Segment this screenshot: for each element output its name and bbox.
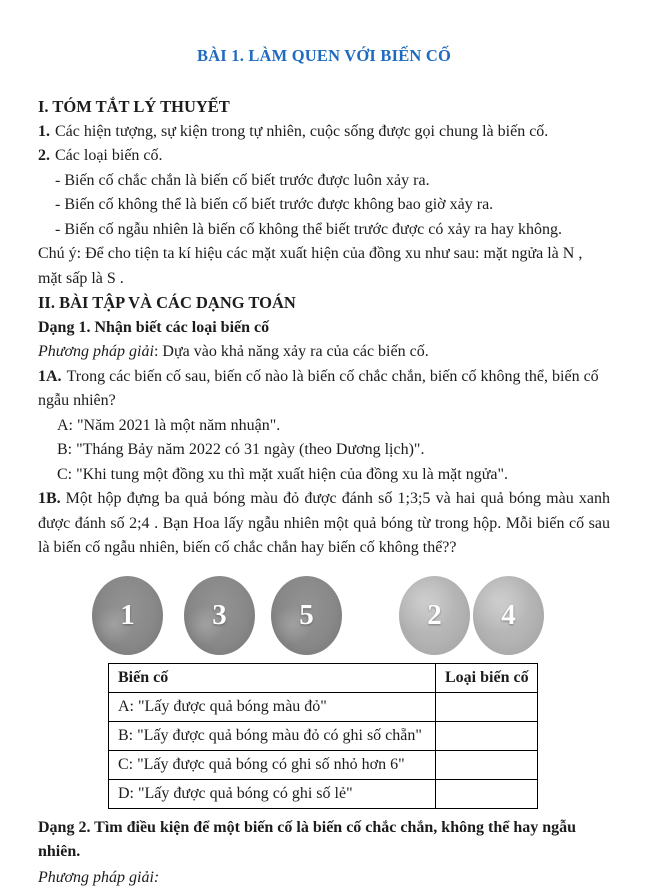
dang1-method (38, 340, 610, 365)
type-cell-c (436, 750, 538, 779)
table-header-event: Biến cố (109, 663, 436, 692)
theory-point-2-label: 2. (38, 147, 50, 164)
ball-number: 2 (427, 598, 442, 631)
event-cell-a: A: "Lấy được quả bóng màu đỏ" (109, 692, 436, 721)
event-cell-d: D: "Lấy được quả bóng có ghi số lẻ" (109, 779, 436, 808)
ball-red-5 (271, 576, 342, 655)
ball-red-1 (92, 576, 163, 655)
exercise-1b (38, 487, 610, 561)
dang1-heading: Dạng 1. Nhận biết các loại biến cố (38, 318, 270, 336)
exercise-1a (38, 365, 610, 414)
ball-green-4 (473, 576, 544, 655)
theory-note: Chú ý: Để cho tiện ta kí hiệu các mặt xuất hiện của đồng xu như sau: mặt ngửa là N , mặt sấp là S . (38, 245, 583, 287)
dang1-method-text: : Dựa vào khả năng xảy ra của các biến cố. (153, 343, 429, 360)
section-heading-theory: I. TÓM TẮT LÝ THUYẾT (38, 97, 230, 116)
exercise-1a-option-c: C: "Khi tung một đồng xu thì mặt xuất hiện của đồng xu là mặt ngửa". (57, 465, 509, 483)
event-cell-c: C: "Lấy được quả bóng có ghi số nhỏ hơn 6" (109, 750, 436, 779)
page-title: BÀI 1. LÀM QUEN VỚI BIẾN CỐ (196, 46, 451, 65)
table-row (109, 692, 538, 721)
type-cell-a (436, 692, 538, 721)
exercise-1a-label: 1A. (38, 367, 62, 385)
balls-figure (38, 572, 610, 660)
type-cell-b (436, 721, 538, 750)
dang2-method-label: Phương pháp giải: (38, 868, 160, 886)
theory-bullet-random: - Biến cố ngẫu nhiên là biến cố không thể biết trước được có xảy ra hay không. (55, 220, 563, 238)
ball-red-3 (184, 576, 255, 655)
dang1-method-label: Phương pháp giải (38, 343, 154, 360)
exercise-1b-label: 1B. (38, 490, 61, 507)
table-row (109, 779, 538, 808)
section-heading-exercises: II. BÀI TẬP VÀ CÁC DẠNG TOÁN (38, 293, 296, 312)
theory-point-1-text: Các hiện tượng, sự kiện trong tự nhiên, cuộc sống được gọi chung là biến cố. (55, 122, 549, 140)
ball-number: 4 (501, 598, 516, 631)
ball-number: 5 (299, 598, 314, 631)
ball-number: 1 (120, 598, 135, 631)
table-row (109, 721, 538, 750)
table-header-type: Loại biến cố (436, 663, 538, 692)
type-cell-d (436, 779, 538, 808)
theory-bullet-certain: - Biến cố chắc chắn là biến cố biết trước được luôn xảy ra. (55, 171, 430, 189)
exercise-1a-option-b: B: "Tháng Bảy năm 2022 có 31 ngày (theo Dương lịch)". (57, 441, 425, 458)
theory-point-1-label: 1. (38, 122, 50, 140)
theory-point-2 (38, 144, 610, 169)
theory-point-1 (38, 120, 610, 145)
exercise-1a-text: Trong các biến cố sau, biến cố nào là biến cố chắc chắn, biến cố không thể, biến cố ngẫu nhiên? (38, 367, 599, 409)
exercise-1b-text: Một hộp đựng ba quả bóng màu đỏ được đánh số 1;3;5 và hai quả bóng màu xanh được đánh số 2;4 . Bạn Hoa lấy ngẫu nhiên một quả bóng từ trong hộp. Mỗi biến cố sau là biến cố ngẫu nhiên, biến cố chắc chắn hay biến cố không thể?? (38, 490, 610, 557)
table-header-row (109, 663, 538, 692)
exercise-1a-option-a: A: "Năm 2021 là một năm nhuận". (57, 416, 281, 434)
event-cell-b: B: "Lấy được quả bóng màu đỏ có ghi số chẵn" (109, 721, 436, 750)
table-row (109, 750, 538, 779)
dang2-heading: Dạng 2. Tìm điều kiện để một biến cố là biến cố chắc chắn, không thể hay ngẫu nhiên. (38, 818, 577, 861)
ball-number: 3 (212, 598, 227, 631)
theory-bullet-impossible: - Biến cố không thể là biến cố biết trước được không bao giờ xảy ra. (55, 196, 494, 213)
ball-green-2 (399, 576, 470, 655)
events-table (108, 663, 538, 809)
theory-point-2-text: Các loại biến cố. (55, 147, 163, 164)
